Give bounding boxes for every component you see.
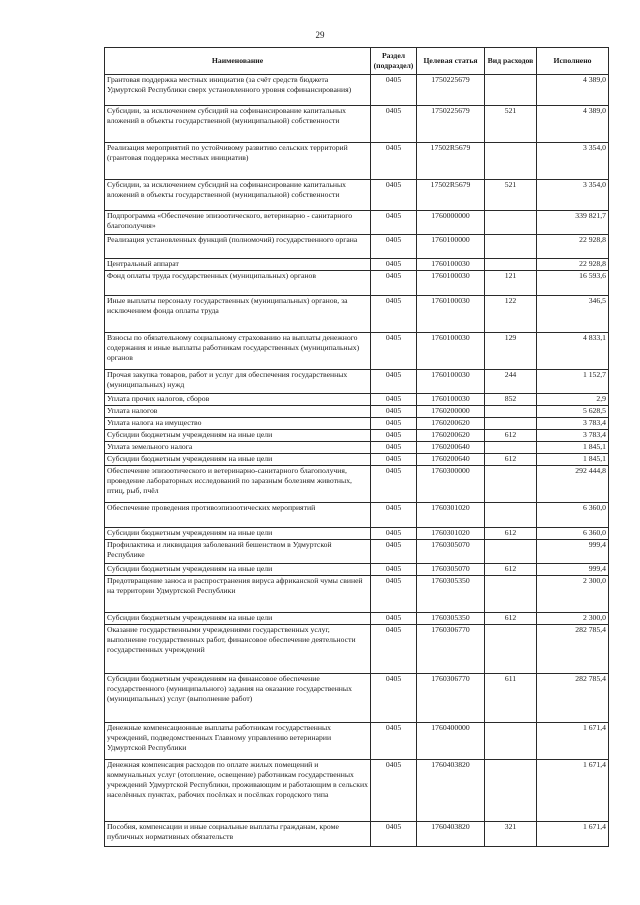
row-target-cell: 1760200620 — [417, 430, 485, 442]
row-kind-cell: 521 — [485, 106, 537, 143]
row-amount-cell: 1 671,4 — [537, 760, 609, 822]
row-kind-cell: 612 — [485, 564, 537, 576]
row-target-cell: 1760200620 — [417, 418, 485, 430]
row-section-cell: 0405 — [371, 625, 417, 674]
row-kind-cell: 321 — [485, 822, 537, 847]
header-kind: Вид расходов — [485, 48, 537, 75]
row-section-cell: 0405 — [371, 370, 417, 394]
row-name-cell: Денежные компенсационные выплаты работникам государственных учреждений, подведомственных Главному управлению ветеринарии Удмуртской Республики — [105, 723, 371, 760]
row-section-cell: 0405 — [371, 211, 417, 235]
row-amount-cell: 282 785,4 — [537, 625, 609, 674]
table-row — [105, 106, 609, 143]
row-section-cell: 0405 — [371, 235, 417, 259]
table-row — [105, 406, 609, 418]
row-section-cell: 0405 — [371, 576, 417, 613]
row-amount-cell: 1 671,4 — [537, 723, 609, 760]
row-target-cell: 1760100030 — [417, 296, 485, 333]
row-kind-cell — [485, 143, 537, 180]
row-name-cell: Прочая закупка товаров, работ и услуг для обеспечения государственных (муниципальных) нужд — [105, 370, 371, 394]
row-name-cell: Взносы по обязательному социальному страхованию на выплаты денежного содержания и иные выплаты работникам государственных (муниципальных) органов — [105, 333, 371, 370]
budget-table — [104, 47, 609, 847]
row-section-cell: 0405 — [371, 106, 417, 143]
row-target-cell: 1760305350 — [417, 576, 485, 613]
table-row — [105, 674, 609, 723]
row-target-cell: 17502R5679 — [417, 180, 485, 211]
table-row — [105, 143, 609, 180]
row-amount-cell: 6 360,0 — [537, 528, 609, 540]
row-kind-cell: 612 — [485, 430, 537, 442]
header-section: Раздел (подраздел) — [371, 48, 417, 75]
row-kind-cell — [485, 625, 537, 674]
table-row — [105, 564, 609, 576]
page-number: 29 — [315, 30, 325, 40]
table-row — [105, 613, 609, 625]
row-name-cell: Субсидии бюджетным учреждениям на иные цели — [105, 430, 371, 442]
row-target-cell: 1760000000 — [417, 211, 485, 235]
row-amount-cell: 22 928,8 — [537, 235, 609, 259]
row-name-cell: Субсидии бюджетным учреждениям на иные цели — [105, 454, 371, 466]
row-section-cell: 0405 — [371, 180, 417, 211]
header-amount: Исполнено — [537, 48, 609, 75]
row-name-cell: Денежная компенсация расходов по оплате жилых помещений и коммунальных услуг (отопление, освещение) работникам государственных учреждений Удмуртской Республики, проживающим и работающим в сельских населённых пунктах, рабочих посёлках и посёлках городского типа — [105, 760, 371, 822]
header-row — [105, 48, 609, 75]
row-amount-cell: 5 628,5 — [537, 406, 609, 418]
row-target-cell: 1760300000 — [417, 466, 485, 503]
row-kind-cell — [485, 760, 537, 822]
row-section-cell: 0405 — [371, 333, 417, 370]
row-kind-cell: 122 — [485, 296, 537, 333]
table-row — [105, 271, 609, 296]
row-name-cell: Предотвращение заноса и распространения вируса африканской чумы свиней на территории Удмуртской Республики — [105, 576, 371, 613]
table-row — [105, 503, 609, 528]
row-target-cell: 1760100030 — [417, 271, 485, 296]
row-name-cell: Субсидии бюджетным учреждениям на иные цели — [105, 528, 371, 540]
row-section-cell: 0405 — [371, 430, 417, 442]
row-target-cell: 1760100030 — [417, 259, 485, 271]
row-name-cell: Реализация мероприятий по устойчивому развитию сельских территорий (грантовая поддержка местных инициатив) — [105, 143, 371, 180]
table-row — [105, 822, 609, 847]
row-name-cell: Уплата налога на имущество — [105, 418, 371, 430]
row-target-cell: 1760306770 — [417, 625, 485, 674]
row-amount-cell: 4 389,0 — [537, 75, 609, 106]
row-amount-cell: 1 671,4 — [537, 822, 609, 847]
row-target-cell: 1760100000 — [417, 235, 485, 259]
row-target-cell: 1760306770 — [417, 674, 485, 723]
row-target-cell: 17502R5679 — [417, 143, 485, 180]
header-name: Наименование — [105, 48, 371, 75]
row-target-cell: 1760403820 — [417, 760, 485, 822]
table-row — [105, 454, 609, 466]
row-amount-cell: 1 845,1 — [537, 454, 609, 466]
row-section-cell: 0405 — [371, 454, 417, 466]
row-name-cell: Уплата земельного налога — [105, 442, 371, 454]
row-section-cell: 0405 — [371, 822, 417, 847]
row-kind-cell — [485, 259, 537, 271]
row-target-cell: 1760100030 — [417, 333, 485, 370]
table-row — [105, 75, 609, 106]
row-kind-cell: 612 — [485, 528, 537, 540]
table-row — [105, 723, 609, 760]
row-kind-cell — [485, 75, 537, 106]
header-target: Целевая статья — [417, 48, 485, 75]
table-row — [105, 333, 609, 370]
row-target-cell: 1760301020 — [417, 503, 485, 528]
row-amount-cell: 2 300,0 — [537, 613, 609, 625]
row-target-cell: 1760305350 — [417, 613, 485, 625]
row-name-cell: Обеспечение эпизоотического и ветеринарно-санитарного благополучия, проведение лабораторных исследований по заразным болезням животных, птиц, рыб, пчёл — [105, 466, 371, 503]
row-name-cell: Субсидии бюджетным учреждениям на финансовое обеспечение государственного (муниципального) задания на оказание государственных (муниципальных) услуг (выполнение работ) — [105, 674, 371, 723]
table-row — [105, 466, 609, 503]
row-section-cell: 0405 — [371, 296, 417, 333]
table-row — [105, 259, 609, 271]
row-target-cell: 1760403820 — [417, 822, 485, 847]
row-kind-cell — [485, 723, 537, 760]
row-name-cell: Центральный аппарат — [105, 259, 371, 271]
row-section-cell: 0405 — [371, 442, 417, 454]
row-kind-cell — [485, 406, 537, 418]
row-target-cell: 1760200640 — [417, 442, 485, 454]
table-row — [105, 576, 609, 613]
table-row — [105, 430, 609, 442]
row-name-cell: Субсидии бюджетным учреждениям на иные цели — [105, 613, 371, 625]
row-target-cell: 1760200000 — [417, 406, 485, 418]
row-amount-cell: 4 833,1 — [537, 333, 609, 370]
row-kind-cell: 852 — [485, 394, 537, 406]
row-amount-cell: 282 785,4 — [537, 674, 609, 723]
row-kind-cell — [485, 235, 537, 259]
row-amount-cell: 3 783,4 — [537, 430, 609, 442]
row-kind-cell: 244 — [485, 370, 537, 394]
row-amount-cell: 1 152,7 — [537, 370, 609, 394]
row-section-cell: 0405 — [371, 760, 417, 822]
table-row — [105, 442, 609, 454]
row-section-cell: 0405 — [371, 613, 417, 625]
row-target-cell: 1750225679 — [417, 106, 485, 143]
row-name-cell: Обеспечение проведения противоэпизоотических мероприятий — [105, 503, 371, 528]
table-row — [105, 180, 609, 211]
table-row — [105, 760, 609, 822]
row-name-cell: Уплата прочих налогов, сборов — [105, 394, 371, 406]
row-target-cell: 1750225679 — [417, 75, 485, 106]
row-section-cell: 0405 — [371, 723, 417, 760]
row-kind-cell: 521 — [485, 180, 537, 211]
row-kind-cell: 121 — [485, 271, 537, 296]
row-target-cell: 1760200640 — [417, 454, 485, 466]
row-amount-cell: 3 354,0 — [537, 143, 609, 180]
row-section-cell: 0405 — [371, 75, 417, 106]
row-amount-cell: 292 444,8 — [537, 466, 609, 503]
row-amount-cell: 22 928,8 — [537, 259, 609, 271]
row-section-cell: 0405 — [371, 259, 417, 271]
row-kind-cell: 611 — [485, 674, 537, 723]
table-row — [105, 625, 609, 674]
row-section-cell: 0405 — [371, 418, 417, 430]
table-row — [105, 394, 609, 406]
row-name-cell: Грантовая поддержка местных инициатив (за счёт средств бюджета Удмуртской Республики сверх установленного уровня софинансирования) — [105, 75, 371, 106]
row-target-cell: 1760301020 — [417, 528, 485, 540]
row-kind-cell: 612 — [485, 613, 537, 625]
row-kind-cell — [485, 503, 537, 528]
row-amount-cell: 339 821,7 — [537, 211, 609, 235]
row-target-cell: 1760400000 — [417, 723, 485, 760]
row-name-cell: Субсидии бюджетным учреждениям на иные цели — [105, 564, 371, 576]
table-row — [105, 418, 609, 430]
row-kind-cell — [485, 540, 537, 564]
row-section-cell: 0405 — [371, 540, 417, 564]
table-row — [105, 540, 609, 564]
row-kind-cell — [485, 466, 537, 503]
row-kind-cell — [485, 576, 537, 613]
row-kind-cell: 612 — [485, 454, 537, 466]
row-amount-cell: 4 389,0 — [537, 106, 609, 143]
row-name-cell: Реализация установленных функций (полномочий) государственного органа — [105, 235, 371, 259]
row-name-cell: Подпрограмма «Обеспечение эпизоотического, ветеринарно - санитарного благополучия» — [105, 211, 371, 235]
table-row — [105, 528, 609, 540]
row-name-cell: Иные выплаты персоналу государственных (муниципальных) органов, за исключением фонда оплаты труда — [105, 296, 371, 333]
row-kind-cell — [485, 442, 537, 454]
table-row — [105, 235, 609, 259]
row-name-cell: Субсидии, за исключением субсидий на софинансирование капитальных вложений в объекты государственной (муниципальной) собственности — [105, 180, 371, 211]
row-section-cell: 0405 — [371, 503, 417, 528]
table-row — [105, 370, 609, 394]
row-section-cell: 0405 — [371, 406, 417, 418]
row-amount-cell: 2 300,0 — [537, 576, 609, 613]
row-name-cell: Профилактика и ликвидация заболеваний бешенством в Удмуртской Республике — [105, 540, 371, 564]
row-amount-cell: 1 845,1 — [537, 442, 609, 454]
row-kind-cell: 129 — [485, 333, 537, 370]
row-name-cell: Субсидии, за исключением субсидий на софинансирование капитальных вложений в объекты государственной (муниципальной) собственности — [105, 106, 371, 143]
row-kind-cell — [485, 418, 537, 430]
row-amount-cell: 2,9 — [537, 394, 609, 406]
row-target-cell: 1760305070 — [417, 540, 485, 564]
row-section-cell: 0405 — [371, 143, 417, 180]
row-name-cell: Оказание государственными учреждениями государственных услуг, выполнение государственных работ, финансовое обеспечение деятельности государственных учреждений — [105, 625, 371, 674]
table-row — [105, 211, 609, 235]
row-section-cell: 0405 — [371, 394, 417, 406]
row-section-cell: 0405 — [371, 271, 417, 296]
row-name-cell: Пособия, компенсации и иные социальные выплаты гражданам, кроме публичных нормативных обязательств — [105, 822, 371, 847]
row-section-cell: 0405 — [371, 564, 417, 576]
row-amount-cell: 3 354,0 — [537, 180, 609, 211]
row-section-cell: 0405 — [371, 466, 417, 503]
row-kind-cell — [485, 211, 537, 235]
row-amount-cell: 346,5 — [537, 296, 609, 333]
table-row — [105, 296, 609, 333]
row-name-cell: Фонд оплаты труда государственных (муниципальных) органов — [105, 271, 371, 296]
row-target-cell: 1760100030 — [417, 394, 485, 406]
row-amount-cell: 999,4 — [537, 564, 609, 576]
row-amount-cell: 6 360,0 — [537, 503, 609, 528]
row-target-cell: 1760100030 — [417, 370, 485, 394]
row-target-cell: 1760305070 — [417, 564, 485, 576]
row-name-cell: Уплата налогов — [105, 406, 371, 418]
row-amount-cell: 999,4 — [537, 540, 609, 564]
row-section-cell: 0405 — [371, 528, 417, 540]
row-section-cell: 0405 — [371, 674, 417, 723]
row-amount-cell: 16 593,6 — [537, 271, 609, 296]
row-amount-cell: 3 783,4 — [537, 418, 609, 430]
